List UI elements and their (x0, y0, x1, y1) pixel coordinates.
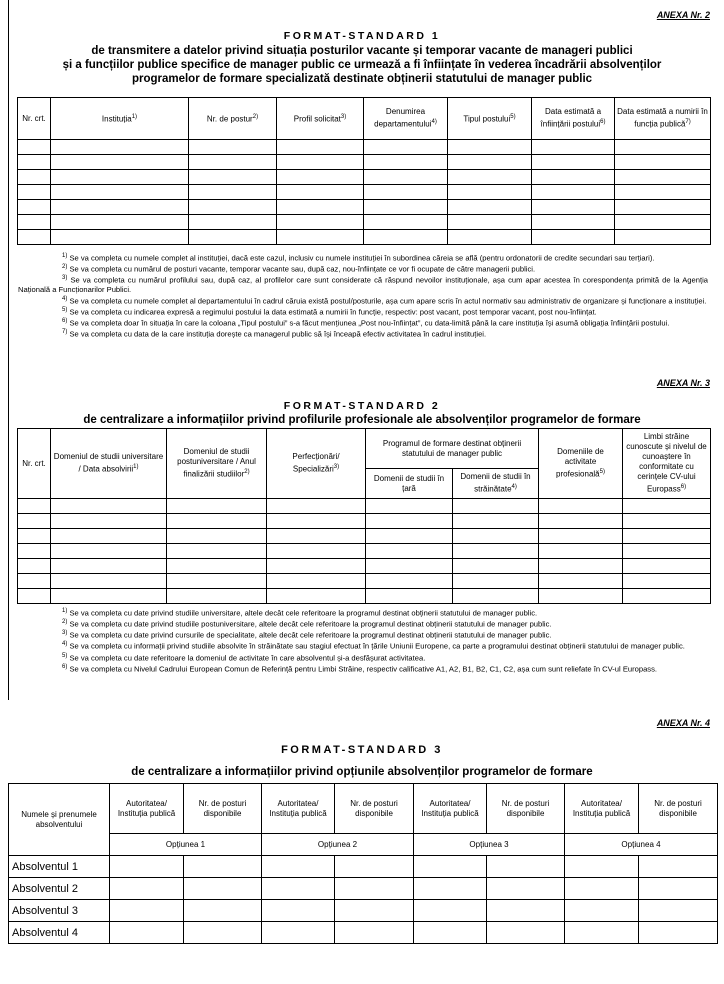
header-nr-posturi: Nr. de posturi disponibile (335, 784, 414, 834)
header-domeniu-universitar: Domeniul de studii universitare / Data absolvirii$^{1)}$ (51, 429, 167, 499)
form-cell[interactable] (51, 155, 189, 170)
form-cell[interactable] (623, 589, 711, 604)
form-cell[interactable] (615, 215, 711, 230)
form-cell[interactable] (335, 856, 414, 878)
header-studii-strainatate: Domenii de studii în străinătate$^{4)}$ (453, 469, 539, 499)
header-program-formare: Programul de formare destinat obținerii statutului de manager public (366, 429, 539, 469)
format-standard-3-table (8, 783, 718, 944)
subtitle-line: programelor de formare specializată destinate obținerii statutului de manager public (131, 73, 593, 85)
form-cell[interactable] (18, 170, 51, 185)
anexa-4-label: ANEXA Nr. 4 (656, 718, 710, 728)
form-cell[interactable] (267, 529, 366, 544)
subtitle-line: de transmitere a datelor privind situația posturilor vacante și temporar vacante de manageri publici (91, 45, 633, 57)
form-cell[interactable] (51, 185, 189, 200)
form-cell[interactable] (453, 574, 539, 589)
form-cell[interactable] (184, 900, 262, 922)
form-cell[interactable] (189, 200, 277, 215)
header-studii-tara: Domenii de studii în țară (366, 469, 453, 499)
form-cell[interactable] (565, 878, 639, 900)
form-cell[interactable] (532, 185, 615, 200)
header-data-infiintarii: Data estimată a înființării postului$^{6)}$ (532, 98, 615, 140)
form-cell[interactable] (51, 170, 189, 185)
form-cell[interactable] (639, 878, 718, 900)
table-row (18, 155, 711, 170)
form-cell[interactable] (623, 499, 711, 514)
header-domeniu-postuniversitar: Domeniul de studii postuniversitare / Anul finalizării studiilor$^{2)}$ (167, 429, 267, 499)
form-cell[interactable] (366, 574, 453, 589)
form-cell[interactable] (267, 589, 366, 604)
form-cell[interactable] (448, 170, 532, 185)
absolvent-row (9, 900, 718, 922)
form-cell[interactable] (184, 922, 262, 944)
form-cell[interactable] (532, 140, 615, 155)
absolvent-row (9, 878, 718, 900)
form-cell[interactable] (110, 922, 184, 944)
footnote: $^{1)}$ Se va completa cu date privind studiile universitare, altele decât cele referitoare la programul destinat obținerii statutului de manager public. (62, 608, 538, 618)
form-cell[interactable] (364, 170, 448, 185)
form-cell[interactable] (366, 514, 453, 529)
form-cell[interactable] (453, 499, 539, 514)
format-standard-2-subtitle: de centralizare a informațiilor privind profilurile profesionale ale absolvenților programelor de formare (83, 414, 641, 426)
header-nr-posturi: Nr. de posturi disponibile (487, 784, 565, 834)
form-cell[interactable] (110, 900, 184, 922)
header-nume-absolvent: Numele și prenumele absolventului (9, 784, 110, 856)
header-nr-crt: Nr. crt. (18, 98, 51, 140)
form-cell[interactable] (189, 140, 277, 155)
form-cell[interactable] (167, 529, 267, 544)
form-cell[interactable] (277, 170, 364, 185)
header-autoritate: Autoritatea/ Instituția publică (110, 784, 184, 834)
form-cell[interactable] (532, 215, 615, 230)
header-nr-posturi: Nr. de posturi disponibile (184, 784, 262, 834)
form-cell[interactable] (277, 155, 364, 170)
form-cell[interactable] (189, 230, 277, 245)
header-nr-posturi: Nr. de posturi disponibile (639, 784, 718, 834)
form-cell[interactable] (623, 559, 711, 574)
absolvent-row (9, 856, 718, 878)
form-cell[interactable] (565, 922, 639, 944)
form-cell[interactable] (167, 514, 267, 529)
form-cell[interactable] (448, 140, 532, 155)
form-cell[interactable] (414, 900, 487, 922)
form-cell[interactable] (189, 215, 277, 230)
form-cell[interactable] (364, 155, 448, 170)
form-cell[interactable] (18, 185, 51, 200)
form-cell[interactable] (18, 155, 51, 170)
anexa-2-label: ANEXA Nr. 2 (656, 10, 710, 20)
format-standard-1-table (17, 97, 711, 245)
form-cell[interactable] (167, 574, 267, 589)
form-cell[interactable] (277, 230, 364, 245)
form-cell[interactable] (639, 922, 718, 944)
form-cell[interactable] (539, 529, 623, 544)
form-cell[interactable] (51, 514, 167, 529)
footnote: $^{5)}$ Se va completa cu indicarea expresă a regimului postului la data estimată a numirii în funcție, respectiv: post vacant, post temporar vacant, post nou-înființat. (62, 307, 597, 317)
form-cell[interactable] (267, 499, 366, 514)
form-cell[interactable] (277, 215, 364, 230)
form-cell[interactable] (262, 900, 335, 922)
form-cell[interactable] (335, 878, 414, 900)
form-cell[interactable] (262, 922, 335, 944)
form-cell[interactable] (615, 140, 711, 155)
form-cell[interactable] (364, 185, 448, 200)
form-cell[interactable] (189, 170, 277, 185)
anexa-3-label: ANEXA Nr. 3 (656, 378, 710, 388)
form-cell[interactable] (448, 155, 532, 170)
form-cell[interactable] (448, 185, 532, 200)
header-domenii-activitate: Domeniile de activitate profesională$^{5)}$ (539, 429, 623, 499)
form-cell[interactable] (51, 140, 189, 155)
form-cell[interactable] (364, 200, 448, 215)
header-optiunea-4: Opțiunea 4 (565, 834, 718, 856)
form-cell[interactable] (267, 514, 366, 529)
form-cell[interactable] (487, 856, 565, 878)
form-cell[interactable] (262, 878, 335, 900)
footnote: $^{7)}$ Se va completa cu data de la care instituția dorește ca managerul public să își înceapă efectiv activitatea în cadrul instituției. (62, 329, 487, 339)
form-cell[interactable] (51, 559, 167, 574)
form-cell[interactable] (623, 574, 711, 589)
form-cell[interactable] (623, 514, 711, 529)
form-cell[interactable] (51, 230, 189, 245)
form-cell[interactable] (366, 589, 453, 604)
table-header-row (9, 784, 718, 834)
form-cell[interactable] (267, 559, 366, 574)
form-cell[interactable] (453, 544, 539, 559)
format-standard-1-title: FORMAT-STANDARD 1 (283, 30, 441, 42)
form-cell[interactable] (532, 170, 615, 185)
format-standard-1-subtitle (20, 44, 704, 86)
absolvent-name: Absolventul 1 (9, 856, 110, 878)
form-cell[interactable] (189, 185, 277, 200)
form-cell[interactable] (615, 200, 711, 215)
form-cell[interactable] (277, 185, 364, 200)
form-cell[interactable] (18, 589, 51, 604)
form-cell[interactable] (51, 574, 167, 589)
header-nr-crt: Nr. crt. (18, 429, 51, 499)
form-cell[interactable] (487, 900, 565, 922)
header-profil: Profil solicitat$^{3)}$ (277, 98, 364, 140)
form-cell[interactable] (539, 589, 623, 604)
form-cell[interactable] (453, 559, 539, 574)
form-cell[interactable] (18, 200, 51, 215)
form-cell[interactable] (335, 922, 414, 944)
form-cell[interactable] (615, 230, 711, 245)
form-cell[interactable] (414, 878, 487, 900)
header-autoritate: Autoritatea/ Instituția publică (565, 784, 639, 834)
form-cell[interactable] (448, 215, 532, 230)
form-cell[interactable] (167, 559, 267, 574)
absolvent-name: Absolventul 3 (9, 900, 110, 922)
format-standard-2-notes (18, 607, 708, 674)
form-cell[interactable] (414, 856, 487, 878)
form-cell[interactable] (277, 200, 364, 215)
header-departament: Denumirea departamentului$^{4)}$ (364, 98, 448, 140)
form-cell[interactable] (110, 878, 184, 900)
table-row (18, 140, 711, 155)
form-cell[interactable] (539, 559, 623, 574)
table-row (18, 215, 711, 230)
form-cell[interactable] (51, 499, 167, 514)
form-cell[interactable] (623, 529, 711, 544)
form-cell[interactable] (453, 514, 539, 529)
form-cell[interactable] (18, 559, 51, 574)
form-cell[interactable] (366, 559, 453, 574)
table-row (18, 170, 711, 185)
form-cell[interactable] (184, 856, 262, 878)
form-cell[interactable] (448, 200, 532, 215)
form-cell[interactable] (539, 514, 623, 529)
page-left-border (0, 0, 9, 700)
subtitle-line: și a funcțiilor publice specifice de manager public ce urmează a fi înființate în vederea încadrării absolvenților (62, 59, 662, 71)
table-row (18, 499, 711, 514)
footnote: $^{4)}$ Se va completa cu numele complet al departamentului în cadrul căruia există postul/posturile, așa cum apare scris în actul normativ sau administrativ de organizare și funcționare a instituției. (62, 295, 707, 306)
form-cell[interactable] (414, 922, 487, 944)
table-row (18, 185, 711, 200)
header-optiunea-2: Opțiunea 2 (262, 834, 414, 856)
form-cell[interactable] (51, 529, 167, 544)
format-standard-3-title: FORMAT-STANDARD 3 (281, 744, 443, 756)
table-row (18, 529, 711, 544)
table-row (18, 514, 711, 529)
form-cell[interactable] (623, 544, 711, 559)
form-cell[interactable] (167, 499, 267, 514)
page-separator (0, 710, 724, 716)
form-cell[interactable] (189, 155, 277, 170)
format-standard-3-subtitle: de centralizare a informațiilor privind opțiunile absolvenților programelor de formare (131, 766, 593, 778)
form-cell[interactable] (18, 514, 51, 529)
form-cell[interactable] (532, 200, 615, 215)
header-nr-posturi: Nr. de postur$^{2)}$ (189, 98, 277, 140)
format-standard-2-table (17, 428, 711, 604)
form-cell[interactable] (532, 155, 615, 170)
header-optiunea-3: Opțiunea 3 (414, 834, 565, 856)
form-cell[interactable] (364, 230, 448, 245)
form-cell[interactable] (565, 900, 639, 922)
footnote: $^{5)}$ Se va completa cu date referitoare la domeniul de activitate în care absolventul și-a desfășurat activitatea. (62, 652, 426, 663)
form-cell[interactable] (335, 900, 414, 922)
form-cell[interactable] (277, 140, 364, 155)
header-limbi-straine: Limbi străine cunoscute și nivelul de cunoaștere în conformitate cu cerințele CV-ului Europass$^{6)}$ (623, 429, 711, 499)
form-cell[interactable] (18, 529, 51, 544)
table-row (18, 589, 711, 604)
form-cell[interactable] (184, 878, 262, 900)
table-row (18, 559, 711, 574)
form-cell[interactable] (267, 574, 366, 589)
form-cell[interactable] (18, 499, 51, 514)
footnote: $^{3)}$ Se va completa cu numărul profilului sau, după caz, al profilelor care sunt considerate că răspund nevoilor instituționale, așa cum apar acestea în corespondența primită de la Agenția Națională a Funcționarilor Publici. (18, 275, 708, 295)
form-cell[interactable] (539, 499, 623, 514)
footnote: $^{6)}$ Se va completa cu Nivelul Cadrului European Comun de Referință pentru Limbi Străine, respectiv calificative A1, A2, B1, B2, C1, C2, așa cum sunt reliefate în CV-ul Europass. (62, 663, 658, 674)
form-cell[interactable] (51, 544, 167, 559)
footnote: $^{4)}$ Se va completa cu informații privind studiile absolvite în străinătate sau stagiul efectuat în țările Uniunii Europene, ca parte a programului destinat obținerii statutului de manager public. (62, 641, 685, 651)
format-standard-1-notes (18, 252, 708, 339)
footnote: $^{2)}$ Se va completa cu numărul de posturi vacante, temporar vacante sau, după caz, nou-înființate ce vor fi ocupate de către managerii publici. (62, 264, 536, 274)
header-institutia: Instituția$^{1)}$ (51, 98, 189, 140)
form-cell[interactable] (51, 215, 189, 230)
form-cell[interactable] (639, 856, 718, 878)
form-cell[interactable] (532, 230, 615, 245)
header-data-numirii: Data estimată a numirii în funcția publică$^{7)}$ (615, 98, 711, 140)
header-autoritate: Autoritatea/ Instituția publică (414, 784, 487, 834)
form-cell[interactable] (487, 878, 565, 900)
footnote: $^{6)}$ Se va completa doar în situația în care la coloana „Tipul postului” s-a făcut mențiunea „Post nou-înființat”, cu data-limită până la care instituția își asumă obligația înființării postului. (62, 318, 670, 328)
form-cell[interactable] (487, 922, 565, 944)
form-cell[interactable] (366, 529, 453, 544)
header-perfectionari: Perfecționări/ Specializări$^{3)}$ (267, 429, 366, 499)
format-standard-2-title: FORMAT-STANDARD 2 (283, 400, 441, 412)
form-cell[interactable] (51, 589, 167, 604)
form-cell[interactable] (565, 856, 639, 878)
form-cell[interactable] (267, 544, 366, 559)
table-row (18, 574, 711, 589)
table-header-row (18, 98, 711, 140)
footnote: $^{2)}$ Se va completa cu date privind studiile postuniversitare, altele decât cele referitoare la programul destinat obținerii statutului de manager public. (62, 619, 552, 629)
absolvent-name: Absolventul 2 (9, 878, 110, 900)
form-cell[interactable] (18, 140, 51, 155)
form-cell[interactable] (453, 529, 539, 544)
header-tipul-postului: Tipul postului$^{5)}$ (448, 98, 532, 140)
form-cell[interactable] (18, 215, 51, 230)
absolvent-name: Absolventul 4 (9, 922, 110, 944)
form-cell[interactable] (18, 544, 51, 559)
table-row (18, 544, 711, 559)
table-row (18, 200, 711, 215)
form-cell[interactable] (615, 155, 711, 170)
form-cell[interactable] (539, 574, 623, 589)
form-cell[interactable] (110, 856, 184, 878)
footnote: $^{1)}$ Se va completa cu numele complet al instituției, dacă este cazul, inclusiv cu numele instituției în subordinea căreia se află (pentru ordonatorii de credite secundari sau terțiari). (62, 253, 655, 263)
form-cell[interactable] (167, 544, 267, 559)
table-row (18, 230, 711, 245)
header-autoritate: Autoritatea/ Instituția publică (262, 784, 335, 834)
form-cell[interactable] (366, 544, 453, 559)
form-cell[interactable] (366, 499, 453, 514)
form-cell[interactable] (18, 574, 51, 589)
form-cell[interactable] (364, 140, 448, 155)
header-optiunea-1: Opțiunea 1 (110, 834, 262, 856)
absolvent-row (9, 922, 718, 944)
footnote: $^{3)}$ Se va completa cu date privind cursurile de specialitate, altele decât cele referitoare la programul destinat obținerii statutului de manager public. (62, 630, 552, 640)
form-cell[interactable] (639, 900, 718, 922)
form-cell[interactable] (539, 544, 623, 559)
form-cell[interactable] (453, 589, 539, 604)
form-cell[interactable] (18, 230, 51, 245)
form-cell[interactable] (364, 215, 448, 230)
form-cell[interactable] (615, 185, 711, 200)
form-cell[interactable] (615, 170, 711, 185)
form-cell[interactable] (262, 856, 335, 878)
form-cell[interactable] (51, 200, 189, 215)
options-row (9, 834, 718, 856)
form-cell[interactable] (448, 230, 532, 245)
table-header-row (18, 429, 711, 469)
form-cell[interactable] (167, 589, 267, 604)
